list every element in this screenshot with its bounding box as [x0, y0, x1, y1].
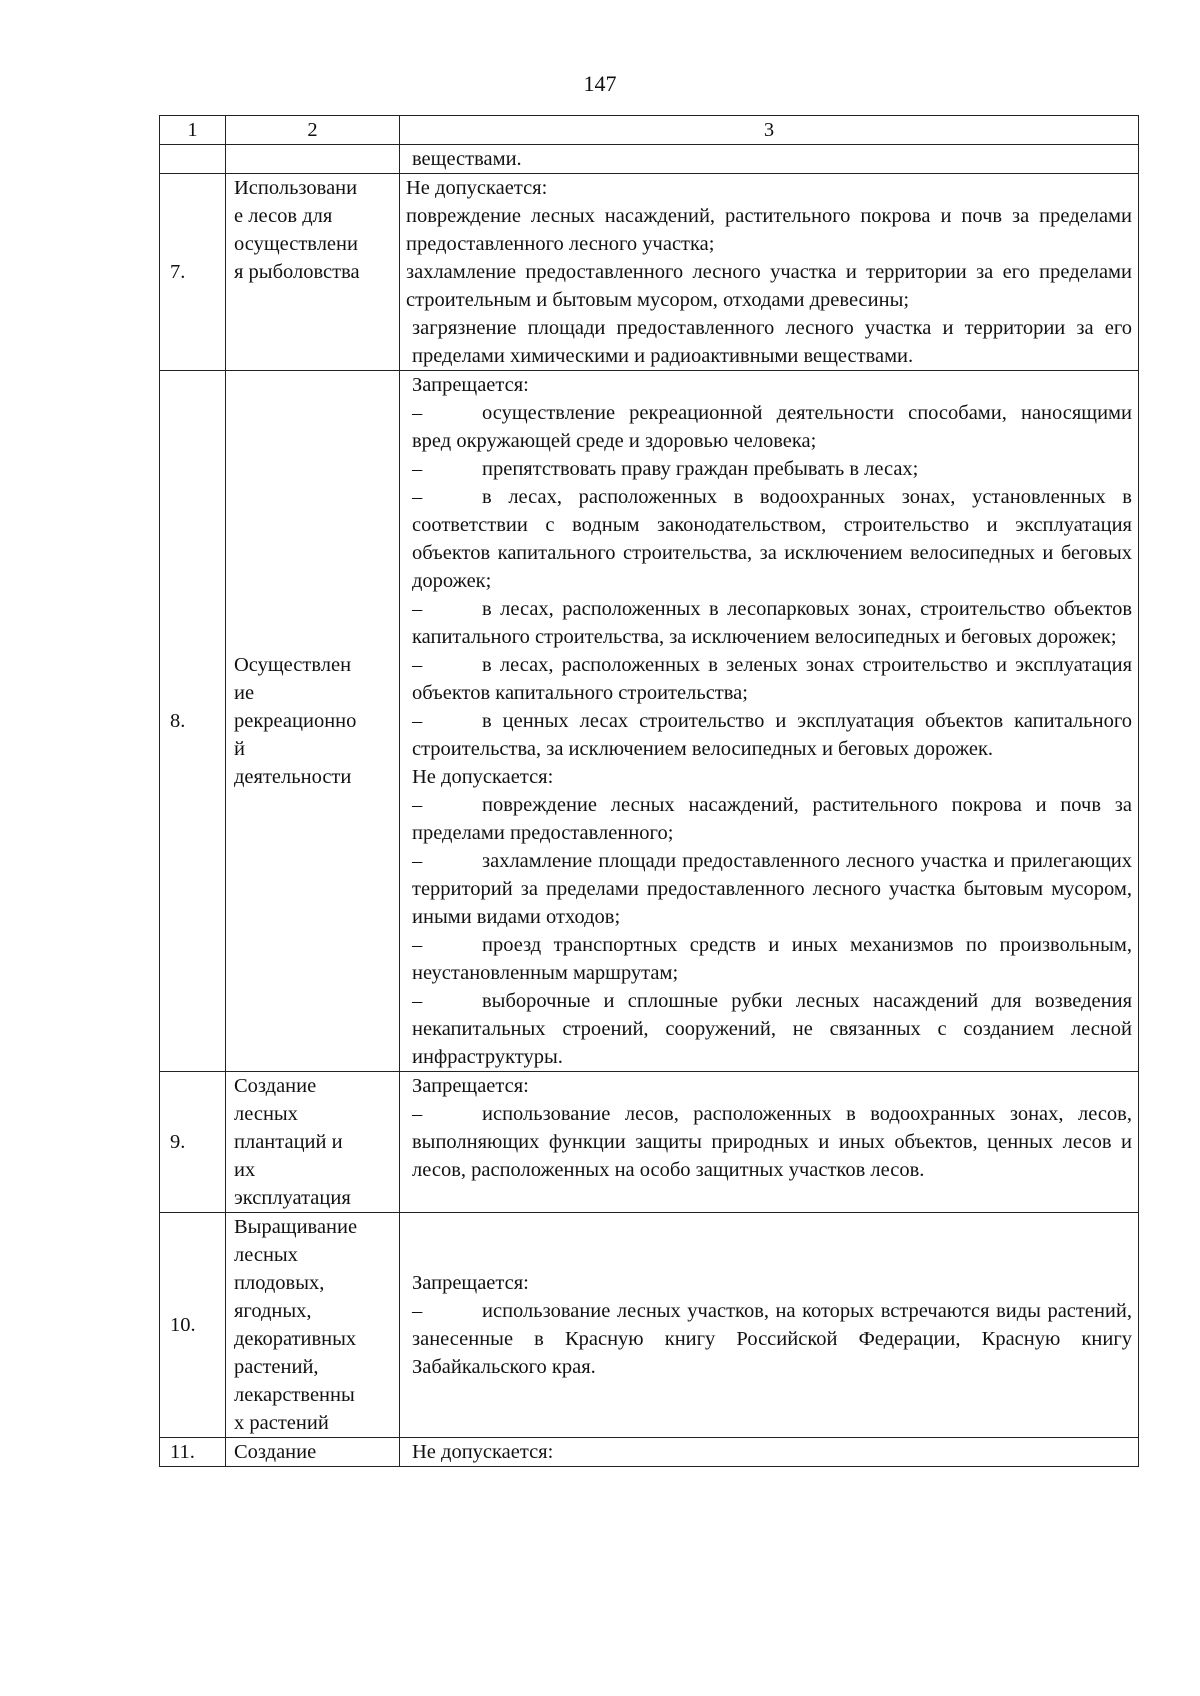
table-row — [160, 174, 1139, 371]
row-text: Запрещается: – использование лесных участков, на которых встречаются виды растений, занесенные в Красную книгу Российской Федерации, Красную книгу Забайкальского края. — [400, 1213, 1139, 1438]
row-text: Запрещается: – осуществление рекреационной деятельности способами, наносящими вред окружающей среде и здоровью человека; – препятствовать праву граждан пребывать в лесах; – в лесах, расположенных в водоохранных зонах, установленных в соответствии с водным законодательством, строительство и эксплуатация объектов капитального строительства, за исключением велосипедных и беговых дорожек; – в лесах, расположенных в лесопарковых зонах, строительство объектов капитального строительства, за исключением велосипедных и беговых дорожек; – в лесах, расположенных в зеленых зонах строительство и эксплуатация объектов капитального строительства; – в ценных лесах строительство и эксплуатация объектов капитального строительства, за исключением велосипедных и беговых дорожек. Не допускается: – повреждение лесных насаждений, растительного покрова и почв за пределами предоставленного; – захламление площади предоставленного лесного участка и прилегающих территорий за пределами предоставленного лесного участка бытовым мусором, иными видами отходов; – проезд транспортных средств и иных механизмов по произвольным, неустановленным маршрутам; – выборочные и сплошные рубки лесных насаждений для возведения некапитальных строений, сооружений, не связанных с созданием лесной инфраструктуры. — [400, 371, 1139, 1072]
row-number: 9. — [160, 1072, 226, 1213]
row-text: Не допускается: повреждение лесных насаждений, растительного покрова и почв за пределами предоставленного лесного участка; захламление предоставленного лесного участка и территории за его пределами строительным и бытовым мусором, отходами древесины; загрязнение площади предоставленного лесного участка и территории за его пределами химическими и радиоактивными веществами. — [400, 174, 1139, 371]
header-col-3: 3 — [400, 116, 1139, 145]
dash-mark: – — [412, 1300, 423, 1322]
dash-mark: – — [412, 990, 423, 1012]
continuation-text: веществами. — [400, 145, 1139, 174]
row-title: Создание — [226, 1438, 400, 1467]
row-number: 11. — [160, 1438, 226, 1467]
row-number: 10. — [160, 1213, 226, 1438]
dash-mark: – — [412, 486, 423, 508]
dash-mark: – — [412, 794, 423, 816]
dash-mark: – — [412, 710, 423, 732]
row-title: Осуществлен ие рекреационно й деятельности — [226, 371, 400, 1072]
row-number: 8. — [160, 371, 226, 1072]
table-row — [160, 1438, 1139, 1467]
dash-mark: – — [412, 598, 423, 620]
dash-mark: – — [412, 934, 423, 956]
dash-mark: – — [412, 850, 423, 872]
header-col-1: 1 — [160, 116, 226, 145]
dash-mark: – — [412, 402, 423, 424]
continuation-row — [160, 145, 1139, 174]
regulation-table — [159, 115, 1139, 1467]
row-number: 7. — [160, 174, 226, 371]
table-row — [160, 1072, 1139, 1213]
dash-mark: – — [412, 654, 423, 676]
row-title: Выращивание лесных плодовых, ягодных, декоративных растений, лекарственны х растений — [226, 1213, 400, 1438]
dash-mark: – — [412, 1103, 423, 1125]
row-title: Создание лесных плантаций и их эксплуатация — [226, 1072, 400, 1213]
row-text: Не допускается: — [400, 1438, 1139, 1467]
dash-mark: – — [412, 458, 423, 480]
table-row — [160, 371, 1139, 1072]
row-title: Использовани е лесов для осуществлени я рыболовства — [226, 174, 400, 371]
table-row — [160, 1213, 1139, 1438]
header-col-2: 2 — [226, 116, 400, 145]
page-number: 147 — [583, 71, 617, 96]
row-text: Запрещается: – использование лесов, расположенных в водоохранных зонах, лесов, выполняющих функции защиты природных и иных объектов, ценных лесов и лесов, расположенных на особо защитных участков лесов. — [400, 1072, 1139, 1213]
table-header-row — [160, 116, 1139, 145]
